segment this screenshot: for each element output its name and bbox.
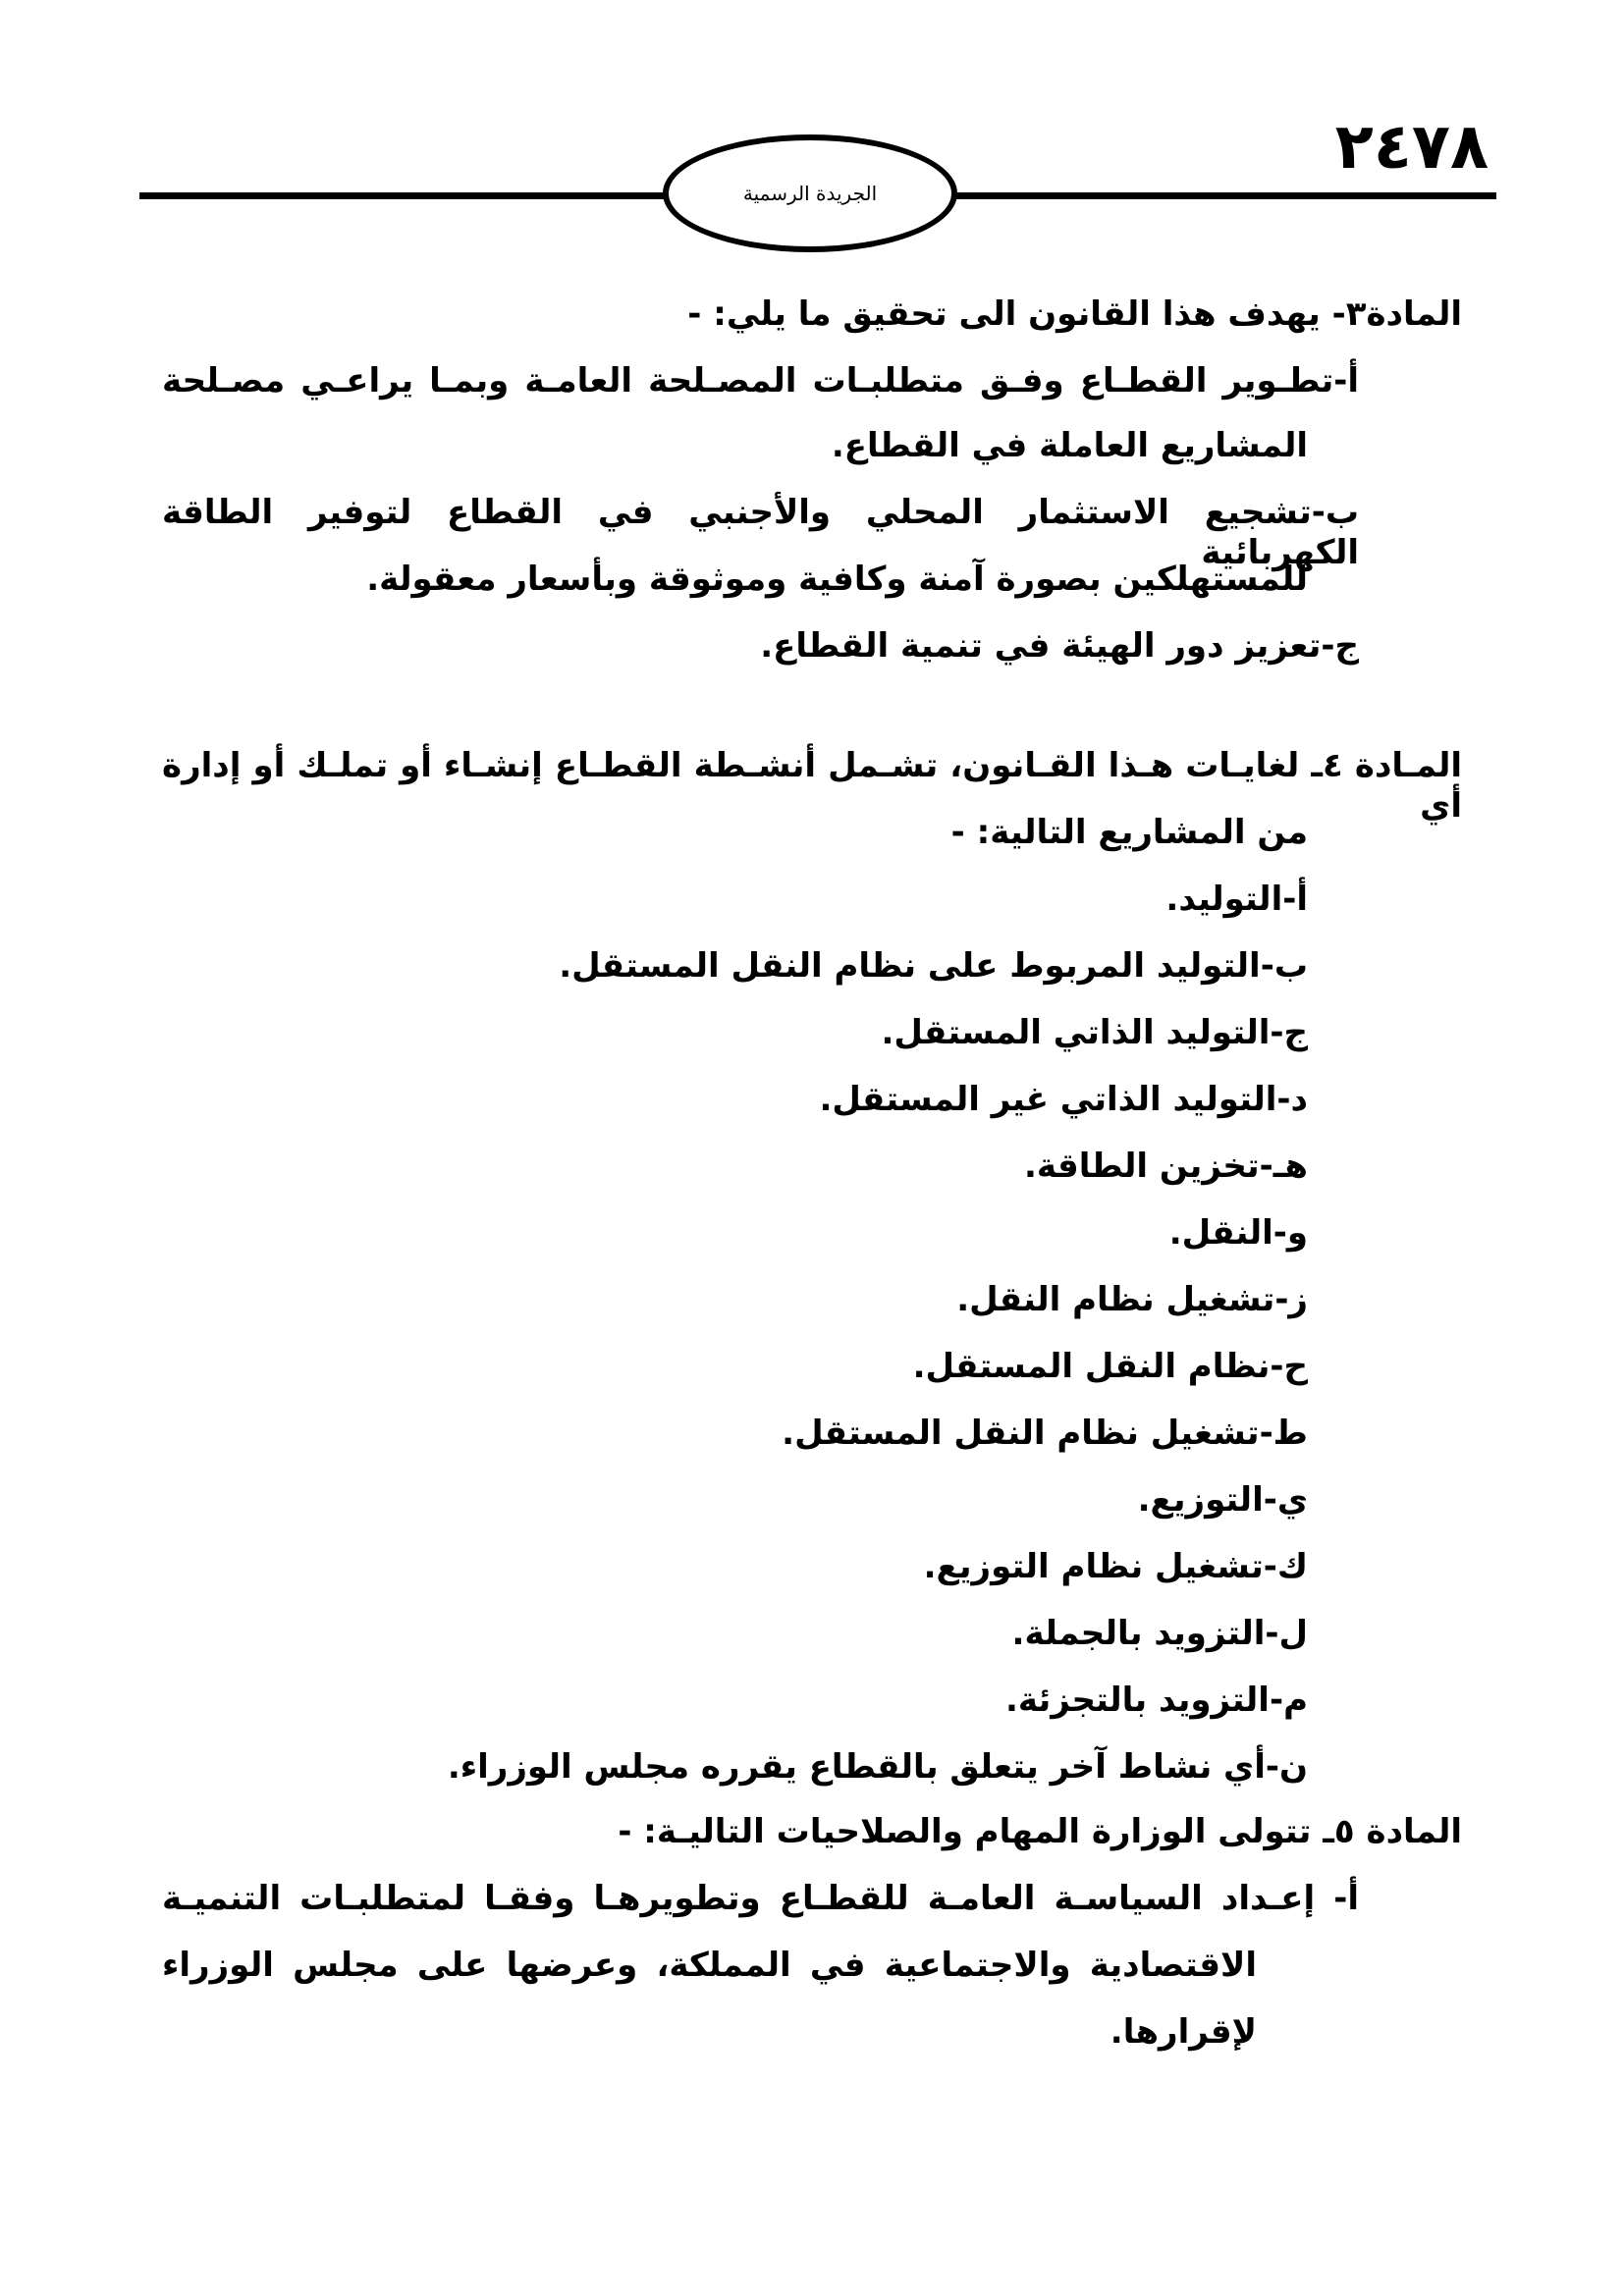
article4-item: و-النقل. [1168, 1213, 1308, 1253]
page-number: ٢٤٧٨ [1334, 111, 1489, 184]
gazette-title-oval [663, 134, 957, 252]
article4-item: ب-التوليد المربوط على نظام النقل المستقل. [559, 946, 1308, 986]
article4-item: ز-تشغيل نظام النقل. [956, 1280, 1308, 1319]
article3-item-b-line1: ب-تشجيع الاستثمار المحلي والأجنبي في القطاع لتوفير الطاقة الكهربائية [162, 493, 1359, 572]
article3-item-a-line2: المشاريع العاملة في القطاع. [831, 426, 1308, 465]
article4-heading-line1: المـادة ٤ـ لغايـات هـذا القـانون، تشـمل أنشـطة القطـاع إنشـاء أو تملـك أو إدارة أي [162, 746, 1462, 826]
article3-item-b-line2: للمستهلكين بصورة آمنة وكافية وموثوقة وبأسعار معقولة. [366, 560, 1308, 599]
article4-item: ل-التزويد بالجملة. [1011, 1614, 1308, 1653]
article5-item-a-line3: لإقرارها. [1110, 2012, 1257, 2052]
article4-item: د-التوليد الذاتي غير المستقل. [819, 1080, 1308, 1119]
article5-item-a-line2: الاقتصادية والاجتماعية في المملكة، وعرضها على مجلس الوزراء [162, 1946, 1257, 1985]
article4-item: ك-تشغيل نظام التوزيع. [923, 1547, 1308, 1586]
article4-item: ح-نظام النقل المستقل. [912, 1347, 1308, 1386]
article4-heading-line2: من المشاريع التالية: - [950, 813, 1308, 852]
article4-item: أ-التوليد. [1165, 880, 1308, 919]
article5-item-a-line1: أ- إعـداد السياسـة العامـة للقطـاع وتطويرهـا وفقـا لمتطلبـات التنميـة [162, 1879, 1359, 1918]
article3-item-c: ج-تعزيز دور الهيئة في تنمية القطاع. [760, 626, 1359, 666]
article5-heading: المادة ٥ـ تتولى الوزارة المهام والصلاحيات التاليـة: - [618, 1812, 1462, 1851]
gazette-title: الجريدة الرسمية [742, 182, 878, 205]
article4-item: م-التزويد بالتجزئة. [1005, 1681, 1308, 1720]
article4-item: ي-التوزيع. [1137, 1480, 1308, 1520]
article4-item: ط-تشغيل نظام النقل المستقل. [782, 1414, 1308, 1453]
article3-item-a-line1: أ-تطـوير القطـاع وفـق متطلبـات المصـلحة العامـة وبمـا يراعـي مصـلحة [162, 361, 1359, 400]
article3-heading: المادة٣- يهدف هذا القانون الى تحقيق ما يلي: - [687, 294, 1462, 334]
article4-item: ج-التوليد الذاتي المستقل. [881, 1013, 1308, 1052]
article4-item: ن-أي نشاط آخر يتعلق بالقطاع يقرره مجلس الوزراء. [447, 1747, 1308, 1787]
article4-item: هـ-تخزين الطاقة. [1023, 1147, 1308, 1186]
